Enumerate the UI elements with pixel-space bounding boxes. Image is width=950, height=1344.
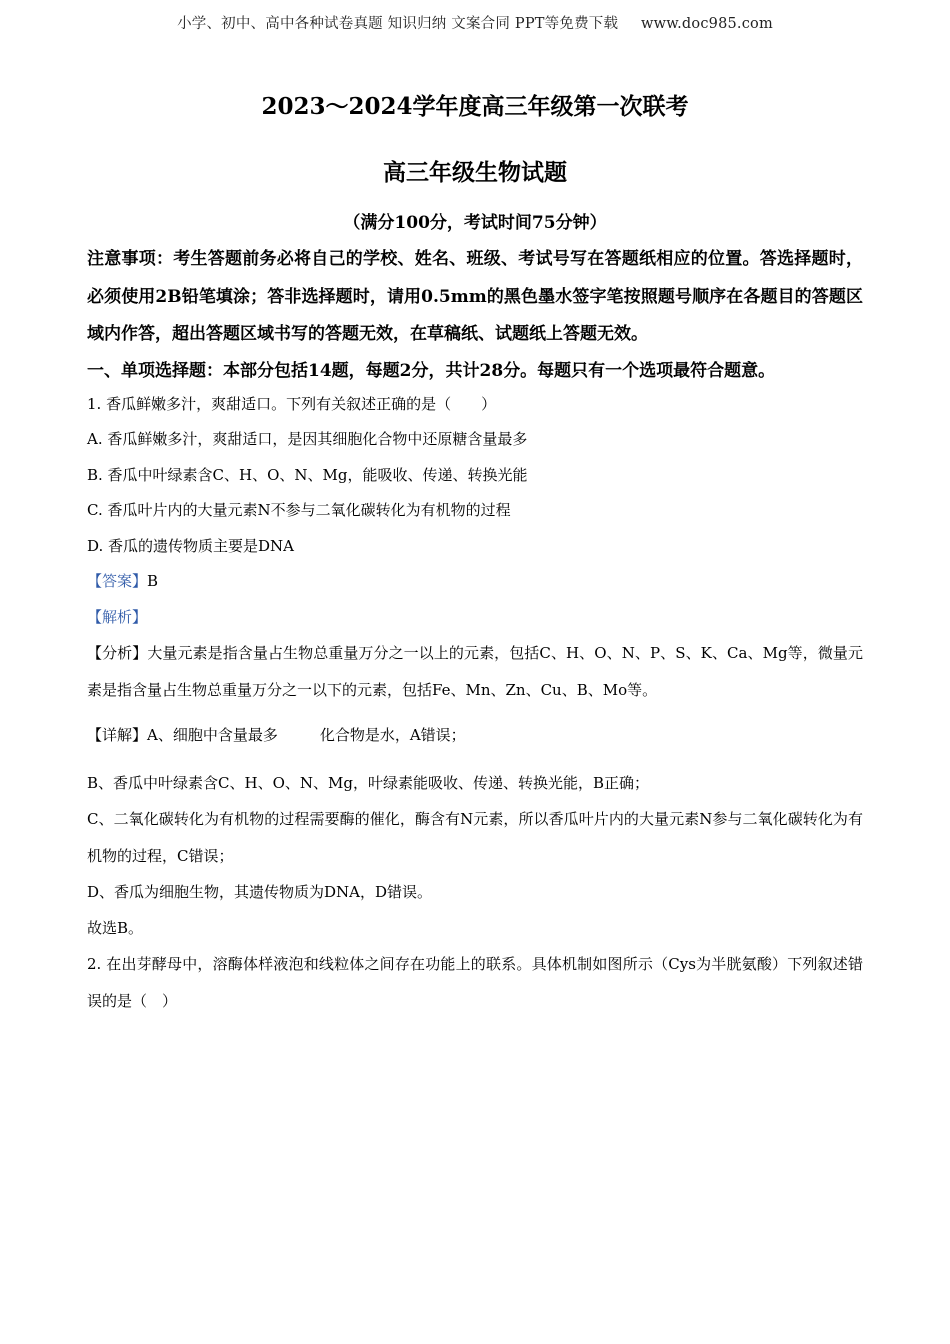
answer-tag: 【答案】 <box>87 572 148 590</box>
option-a: A. 香瓜鲜嫩多汁，爽甜适口，是因其细胞化合物中还原糖含量最多 <box>87 430 528 448</box>
exam-subtitle: 高三年级生物试题 <box>383 159 567 186</box>
detail-b: B、香瓜中叶绿素含C、H、O、N、Mg，叶绿素能吸收、传递、转换光能，B正确； <box>87 773 649 792</box>
page-header <box>0 12 950 33</box>
answer-line <box>87 564 863 600</box>
option-c: C. 香瓜叶片内的大量元素N不参与二氧化碳转化为有机物的过程 <box>87 501 511 519</box>
answer-value: B <box>147 572 159 590</box>
exam-title: 2023～2024学年度高三年级第一次联考 <box>261 93 689 120</box>
option-b: B. 香瓜中叶绿素含C、H、O、N、Mg，能吸收、传递、转换光能 <box>87 465 528 484</box>
analysis-fenxi: 【分析】大量元素是指含量占生物总重量万分之一以上的元素，包括C、H、O、N、P、S、K、Ca、Mg等，微量元素是指含量占生物总重量万分之一以下的元素，包括Fe、Mn、Zn、Cu、B、Mo等。 <box>87 644 863 699</box>
detail-c: C、二氧化碳转化为有机物的过程需要酶的催化，酶含有N元素，所以香瓜叶片内的大量元素N参与二氧化碳转化为有机物的过程，C错误； <box>87 810 863 865</box>
option-d: D. 香瓜的遗传物质主要是DNA <box>87 536 295 555</box>
question-1 <box>87 387 863 947</box>
question-2 <box>87 946 863 1020</box>
section-heading: 一、单项选择题：本部分包括14题，每题2分，共计28分。每题只有一个选项最符合题意。 <box>87 360 776 381</box>
exam-info: （满分100分，考试时间75分钟） <box>343 213 607 233</box>
notice-paragraph: 注意事项：考生答题前务必将自己的学校、姓名、班级、考试号写在答题纸相应的位置。答选择题时，必须使用2B铅笔填涂；答非选择题时，请用0.5mm的黑色墨水签字笔按照题号顺序在各题目的答题区域内作答，超出答题区域书写的答题无效，在草稿纸、试题纸上答题无效。 <box>87 249 863 344</box>
detail-a <box>87 718 863 754</box>
header-text: 小学、初中、高中各种试卷真题 知识归纳 文案合同 PPT等免费下载 <box>177 16 619 32</box>
analysis-tag: 【解析】 <box>87 607 148 626</box>
conclusion: 故选B。 <box>87 918 144 937</box>
question-stem: 1. 香瓜鲜嫩多汁，爽甜适口。下列有关叙述正确的是（ ） <box>87 394 497 413</box>
document-body <box>87 241 863 1020</box>
detail-d: D、香瓜为细胞生物，其遗传物质为DNA，D错误。 <box>87 883 433 901</box>
detail-a-part2: 化合物是水，A错误； <box>319 726 466 744</box>
header-url[interactable]: www.doc985.com <box>640 16 773 32</box>
question-stem: 2. 在出芽酵母中，溶酶体样液泡和线粒体之间存在功能上的联系。具体机制如图所示（Cys为半胱氨酸）下列叙述错误的是（ ） <box>87 955 863 1010</box>
detail-a-part1: 【详解】A、细胞中含量最多 <box>87 726 278 744</box>
